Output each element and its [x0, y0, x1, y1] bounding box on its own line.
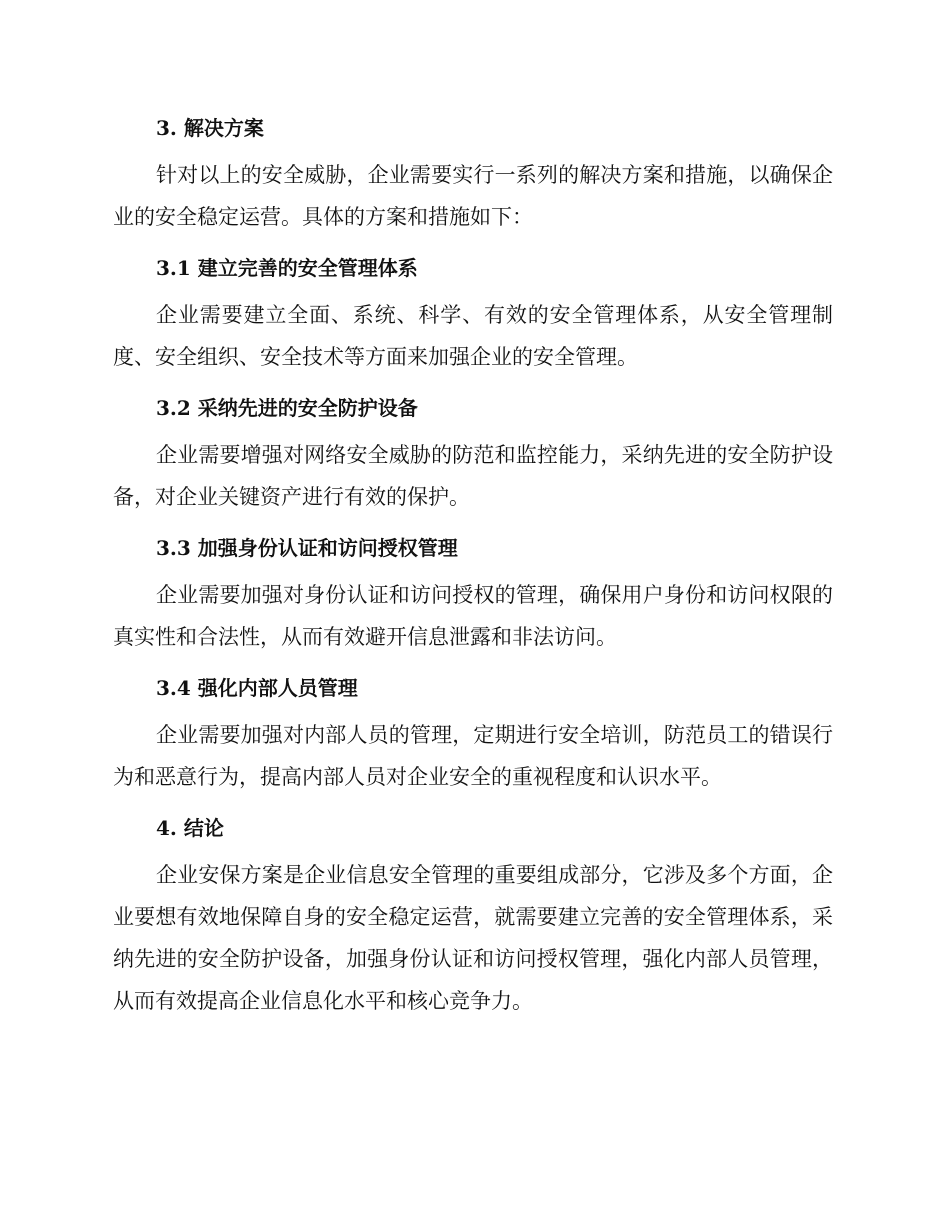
paragraph-line: 企业需要增强对网络安全威胁的防范和监控能力，采纳先进的安全防护 — [156, 443, 812, 467]
paragraph-line: 企业需要加强对内部人员的管理，定期进行安全培训，防范员工的错误 — [156, 723, 812, 747]
section-heading: 3.1 建立完善的安全管理体系 — [156, 256, 418, 280]
paragraph-line: 的真实性和合法性，从而有效避开信息泄露和非法访问。 — [113, 583, 833, 649]
section-heading: 3.2 采纳先进的安全防护设备 — [156, 396, 418, 420]
paragraph-line: 企业需要建立全面、系统、科学、有效的安全管理体系，从安全管理制 — [156, 303, 833, 327]
section-paragraph — [113, 154, 833, 238]
document-body — [113, 110, 833, 1022]
section-heading: 3. 解决方案 — [156, 116, 264, 140]
paragraph-line: 企业的安全稳定运营。具体的方案和措施如下： — [113, 163, 833, 229]
paragraph-line: 设备，对企业关键资产进行有效的保护。 — [113, 443, 833, 509]
paragraph-line: 员管理，从而有效提高企业信息化水平和核心竞争力。 — [113, 947, 833, 1013]
section-heading: 3.4 强化内部人员管理 — [156, 676, 358, 700]
paragraph-line: 针对以上的安全威胁，企业需要实行一系列的解决方案和措施，以确保 — [156, 163, 812, 187]
section-heading: 3.3 加强身份认证和访问授权管理 — [156, 536, 458, 560]
paragraph-line: 企业安保方案是企业信息安全管理的重要组成部分，它涉及多个方面， — [156, 863, 812, 887]
section-paragraph — [113, 714, 833, 798]
section-paragraph — [113, 574, 833, 658]
paragraph-line: 企业要想有效地保障自身的安全稳定运营，就需要建立完善的安全管理体 — [113, 863, 833, 929]
section-paragraph — [113, 434, 833, 518]
paragraph-line: 企业需要加强对身份认证和访问授权的管理，确保用户身份和访问权限 — [156, 583, 812, 607]
section-paragraph — [113, 294, 833, 378]
paragraph-line: 行为和恶意行为，提高内部人员对企业安全的重视程度和认识水平。 — [113, 723, 833, 789]
section-paragraph — [113, 854, 833, 1022]
paragraph-line: 系，采纳先进的安全防护设备，加强身份认证和访问授权管理，强化内部人 — [113, 905, 834, 971]
section-heading: 4. 结论 — [156, 816, 224, 840]
paragraph-line: 度、安全组织、安全技术等方面来加强企业的安全管理。 — [113, 345, 638, 369]
